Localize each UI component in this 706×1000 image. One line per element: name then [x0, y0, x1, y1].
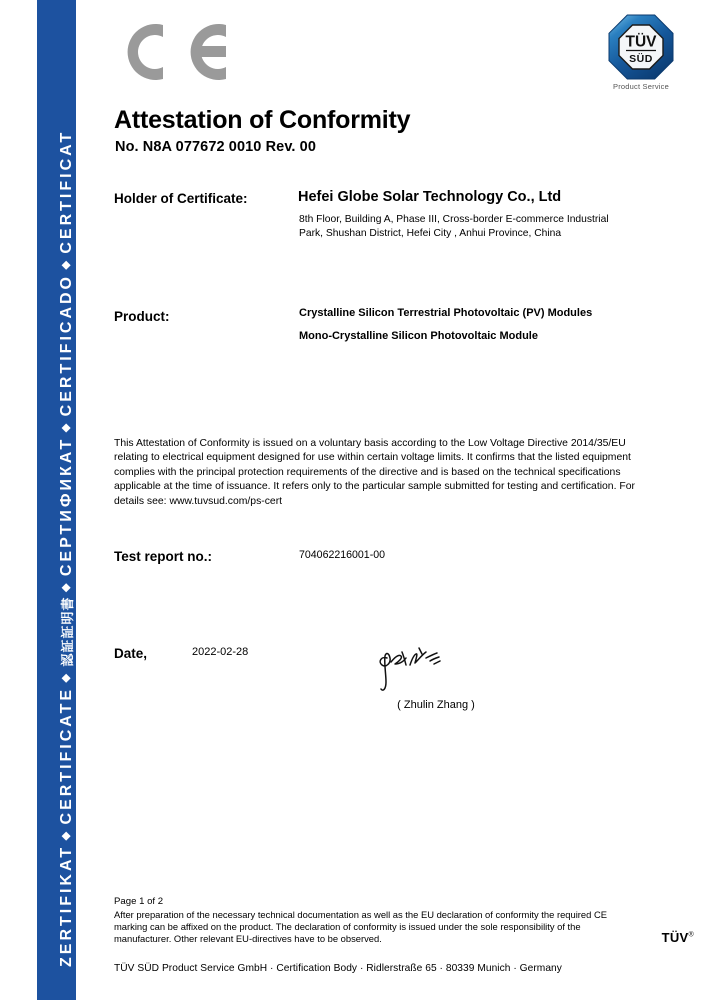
sidebar-separator-icon: ◆ [59, 420, 72, 433]
svg-text:TÜV: TÜV [625, 33, 657, 51]
svg-text:SÜD: SÜD [629, 53, 653, 65]
test-report-label: Test report no.: [114, 549, 213, 564]
product-line-2: Mono-Crystalline Silicon Photovoltaic Module [299, 330, 538, 342]
tuv-sud-octagon-icon [608, 14, 674, 80]
tuv-sud-logo [598, 14, 684, 91]
sidebar-separator-icon: ◆ [59, 828, 72, 841]
attestation-body-text: This Attestation of Conformity is issued on a voluntary basis according to the Low Voltage Directive 2014/35/EU relating to electrical equipment designed for use within certain voltage limits. It confirms that the listed equipment complies with the principal protection requirements of the directive and is based on the technical specifications applicable at the time of issuance. It refers only to the particular sample submitted for testing and certification. For details see: www.tuvsud.com/ps-cert [114, 438, 635, 507]
certificate-number: No. N8A 077672 0010 Rev. 00 [115, 139, 316, 155]
page-number: Page 1 of 2 [114, 896, 164, 907]
sidebar-lang-russian: СЕРТИФИКАТ [57, 436, 74, 577]
sidebar-separator-icon: ◆ [59, 580, 72, 593]
product-line-1: Crystalline Silicon Terrestrial Photovoltaic (PV) Modules [299, 307, 593, 319]
page-title: Attestation of Conformity [114, 106, 411, 134]
sidebar-lang-certificate: CERTIFICATE [57, 686, 74, 825]
sidebar-lang-certificado: CERTIFICADO [57, 274, 74, 417]
test-report-number: 704062216001-00 [299, 549, 386, 561]
product-label: Product: [114, 309, 170, 324]
holder-name: Hefei Globe Solar Technology Co., Ltd [298, 189, 562, 205]
tuv-logo-caption: Product Service [613, 82, 669, 91]
sidebar-lang-zertifikat: ZERTIFIKAT [57, 844, 74, 967]
sidebar-separator-icon: ◆ [59, 258, 72, 270]
tuv-trademark: TÜV® [661, 930, 694, 945]
tuv-trademark-text: TÜV [661, 930, 689, 945]
date-value: 2022-02-28 [192, 646, 249, 658]
signatory-name: ( Zhulin Zhang ) [397, 699, 475, 711]
holder-label: Holder of Certificate: [114, 191, 248, 206]
signature-image [374, 644, 454, 696]
footer-disclaimer: After preparation of the necessary technical documentation as well as the EU declaration of conformity the required CE marking can be affixed on the product. The declaration of conformity is issued under the sole responsibility of the manufacturer. Other relevant EU-directives have to be observed. [114, 909, 607, 944]
holder-address: 8th Floor, Building A, Phase III, Cross-border E-commerce Industrial Park, Shushan District, Hefei City , Anhui Province, China [299, 214, 609, 239]
sidebar-lang-certificat: CERTIFICAT [57, 129, 74, 254]
ce-mark-icon [116, 16, 236, 88]
sidebar-lang-japanese: 認証証明書 [60, 596, 76, 667]
footer-address: TÜV SÜD Product Service GmbH · Certification Body · Ridlerstraße 65 · 80339 Munich · Germany [114, 963, 562, 974]
date-label: Date, [114, 646, 148, 661]
sidebar-separator-icon: ◆ [59, 670, 72, 683]
